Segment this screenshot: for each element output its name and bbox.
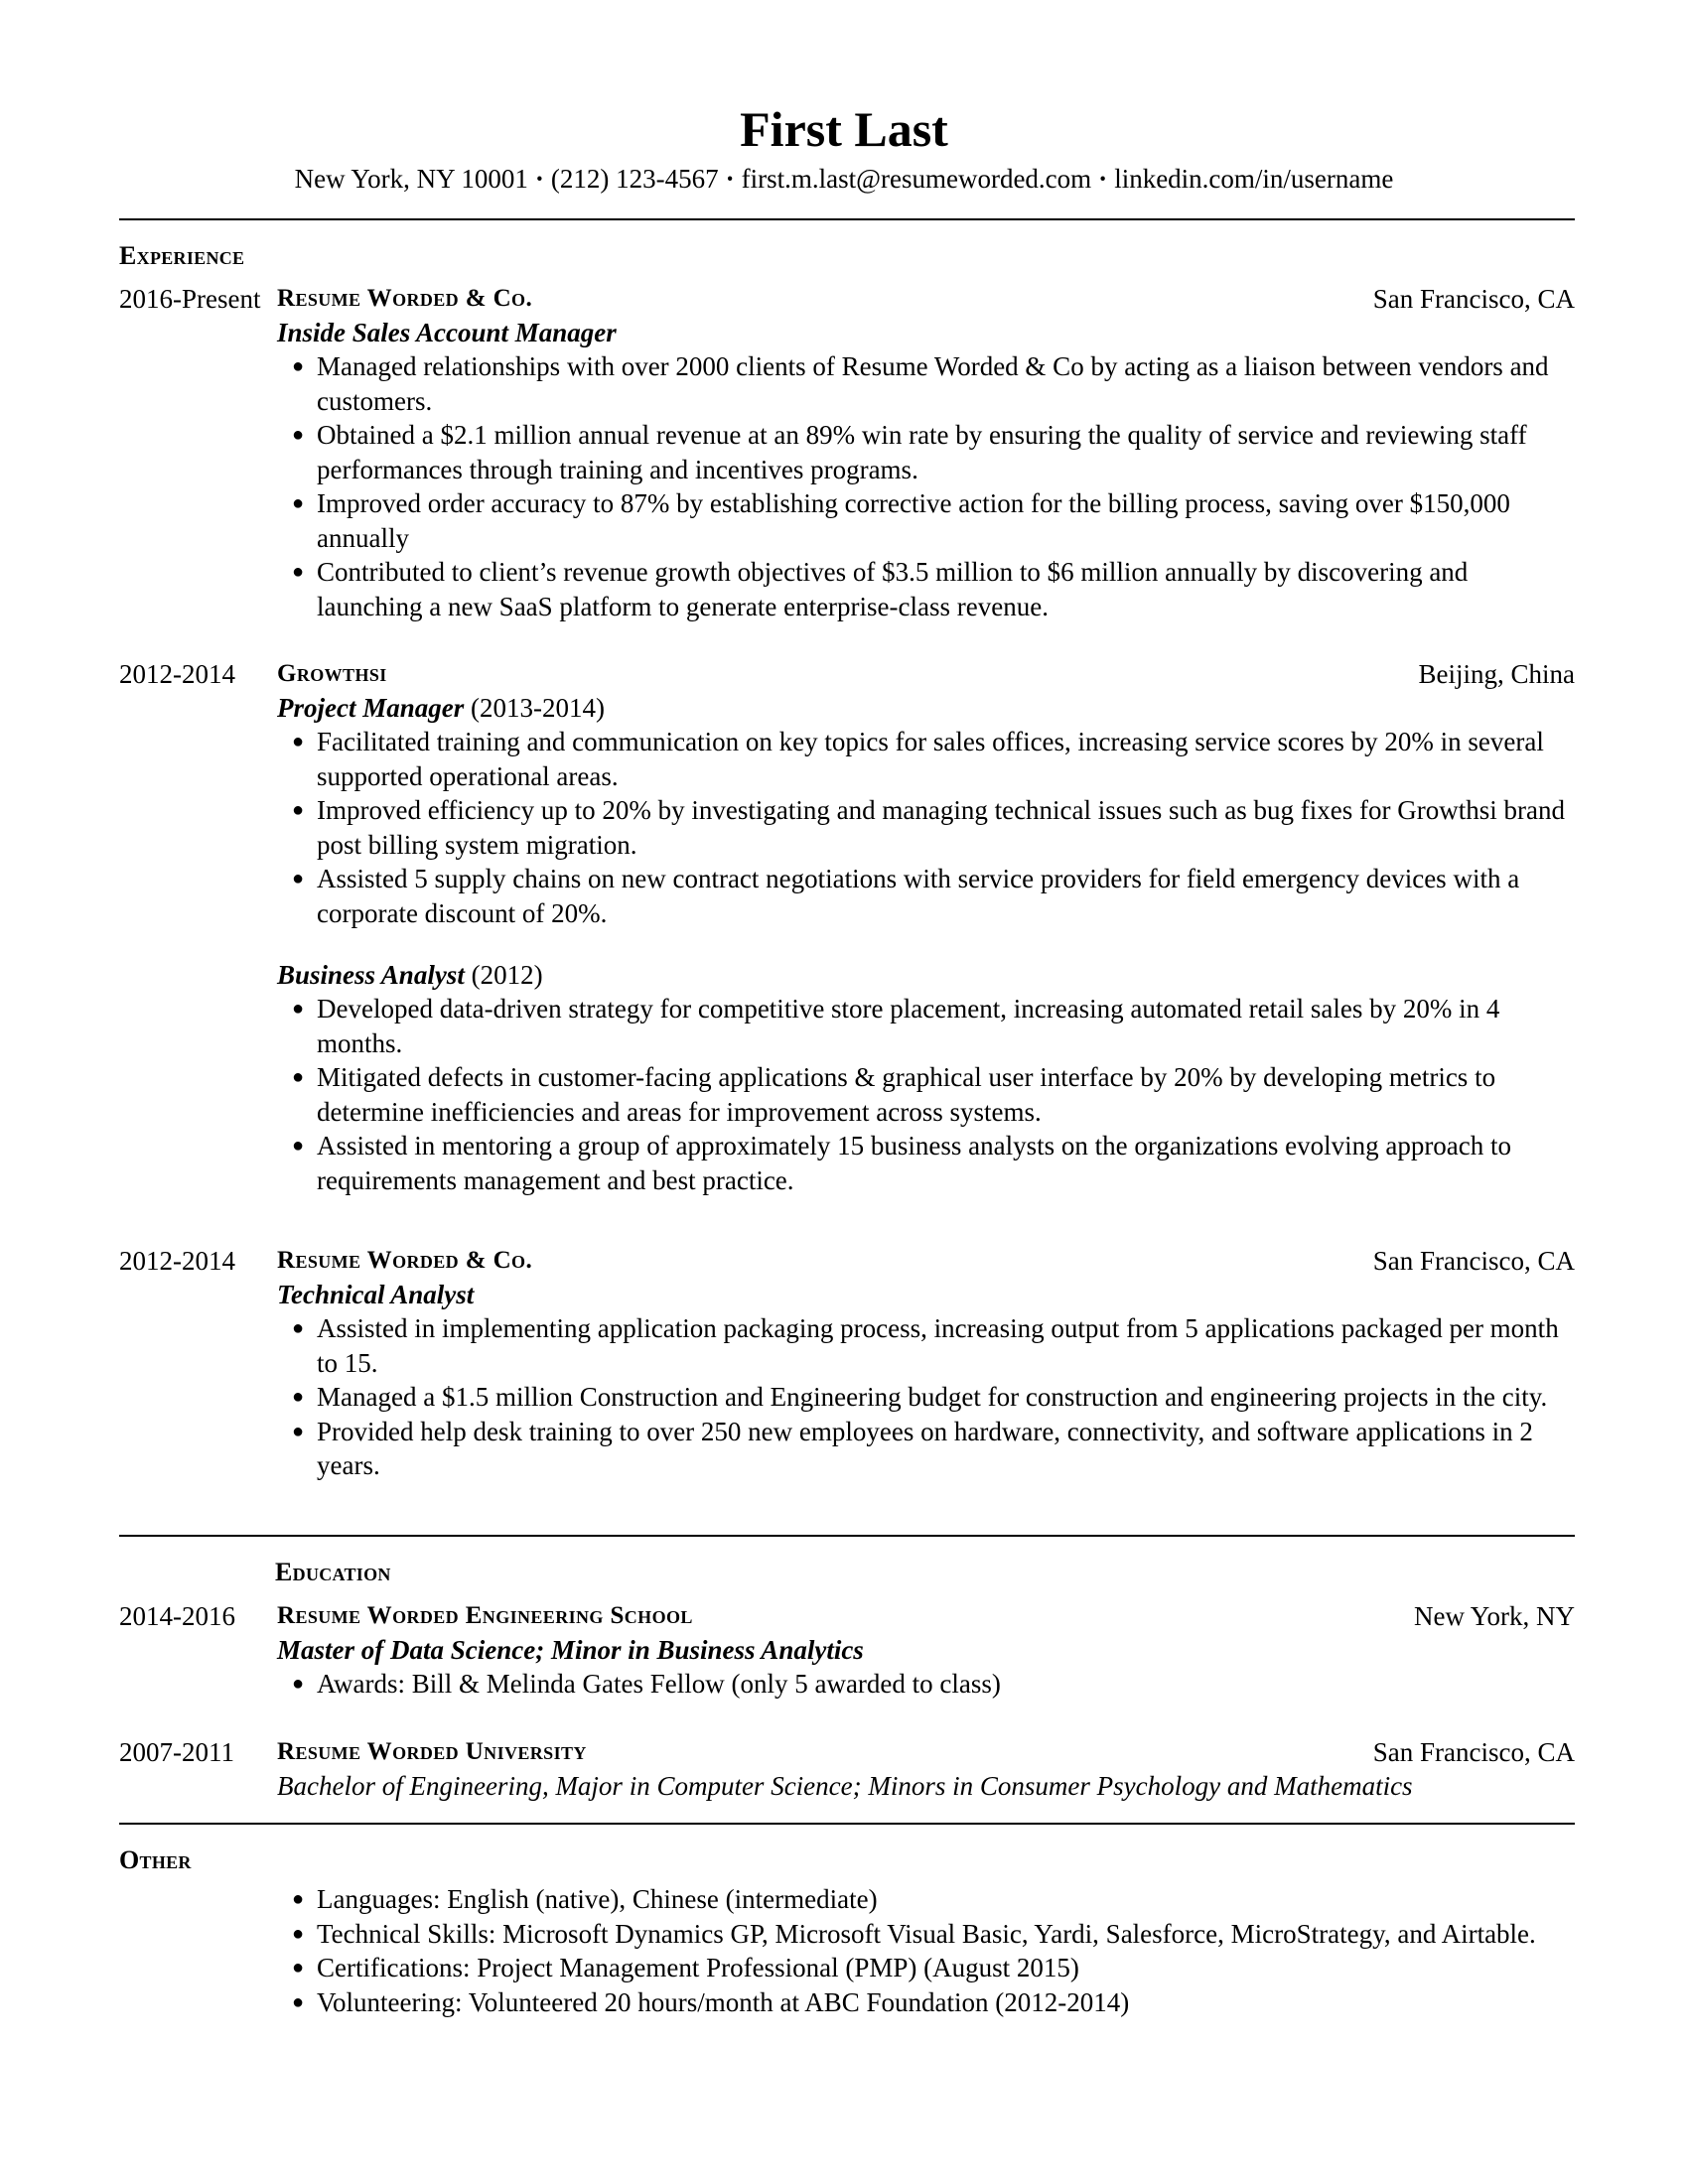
education-entry bbox=[119, 1599, 1575, 1702]
role-period: (2012) bbox=[471, 960, 543, 990]
bullet-icon: ● bbox=[292, 561, 305, 583]
section-heading-other: Other bbox=[119, 1845, 192, 1874]
bullet-icon: ● bbox=[292, 731, 305, 752]
list-item: ● Managed a $1.5 million Construction and Engineering budget for construction and engineering projects in the city. bbox=[119, 1380, 1575, 1415]
divider bbox=[119, 1535, 1575, 1537]
list-item: ● Improved efficiency up to 20% by investigating and managing technical issues such as bug fixes for Growthsi brand post billing system migration. bbox=[292, 795, 1565, 860]
entry-role bbox=[277, 316, 1575, 349]
bullet-icon: ● bbox=[292, 1135, 305, 1157]
entry-dates: 2014-2016 bbox=[119, 1601, 235, 1631]
experience-entry bbox=[119, 1244, 1575, 1483]
list-item: ● Facilitated training and communication on key topics for sales offices, increasing service scores by 20% in several supported operational areas. bbox=[292, 727, 1544, 791]
role-title: Business Analyst bbox=[277, 960, 465, 990]
bullet-icon: ● bbox=[292, 868, 305, 889]
bullet-icon: ● bbox=[292, 1386, 305, 1408]
list-item: ● Assisted in implementing application packaging process, increasing output from 5 applications packaged per month to 15. bbox=[292, 1313, 1559, 1378]
degree-title: Bachelor of Engineering, Major in Computer Science; Minors in Consumer Psychology and Mathematics bbox=[277, 1771, 1413, 1801]
bullet-icon: ● bbox=[292, 355, 305, 377]
entry-degree bbox=[277, 1769, 1575, 1803]
entry-location: San Francisco, CA bbox=[1372, 1246, 1575, 1276]
entry-dates: 2016-Present bbox=[119, 284, 261, 314]
bullet-list bbox=[119, 725, 1575, 930]
list-item: ● Provided help desk training to over 250 new employees on hardware, connectivity, and software applications in 2 years. bbox=[292, 1416, 1533, 1480]
contact-linkedin[interactable]: linkedin.com/in/username bbox=[1114, 164, 1394, 194]
entry-organization: Resume Worded University bbox=[277, 1738, 587, 1765]
list-item: ● Contributed to client’s revenue growth objectives of $3.5 million to $6 million annually by discovering and launching a new SaaS platform to generate enterprise-class revenue. bbox=[292, 557, 1469, 621]
experience-entry bbox=[119, 282, 1575, 623]
role-period: (2013-2014) bbox=[471, 693, 605, 723]
section-heading-experience: Experience bbox=[119, 241, 245, 270]
list-item: ● Assisted in mentoring a group of approximately 15 business analysts on the organizations evolving approach to requirements management and best practice. bbox=[292, 1131, 1512, 1195]
entry-degree bbox=[277, 1633, 1575, 1667]
other-entry bbox=[119, 1882, 1575, 2019]
bullet-list bbox=[119, 1311, 1575, 1483]
list-item: ● Improved order accuracy to 87% by establishing corrective action for the billing process, saving over $150,000 annually bbox=[292, 488, 1510, 553]
list-item: ● Mitigated defects in customer-facing applications & graphical user interface by 20% by developing metrics to determine inefficiencies and areas for improvement across systems. bbox=[292, 1062, 1496, 1127]
bullet-icon: ● bbox=[292, 1990, 305, 2013]
entry-organization: Resume Worded & Co. bbox=[277, 1247, 533, 1274]
entry-location: San Francisco, CA bbox=[1372, 284, 1575, 314]
bullet-list bbox=[119, 1882, 1575, 2019]
divider bbox=[119, 1823, 1575, 1825]
entry-organization: Growthsi bbox=[277, 660, 387, 687]
bullet-list bbox=[119, 992, 1575, 1197]
entry-organization: Resume Worded & Co. bbox=[277, 285, 533, 312]
education-entry bbox=[119, 1735, 1575, 1803]
entry-role bbox=[277, 691, 1575, 725]
list-item: ● Managed relationships with over 2000 clients of Resume Worded & Co by acting as a liaison between vendors and customers. bbox=[292, 351, 1549, 416]
bullet-icon: ● bbox=[292, 492, 305, 514]
bullet-list bbox=[119, 349, 1575, 623]
section-heading-education: Education bbox=[275, 1558, 391, 1586]
degree-title: Master of Data Science; Minor in Business Analytics bbox=[277, 1635, 864, 1665]
list-item: ● Assisted 5 supply chains on new contract negotiations with service providers for field emergency devices with a corporate discount of 20%. bbox=[292, 864, 1520, 928]
contact-address: New York, NY 10001 bbox=[294, 164, 528, 194]
list-item: ● Certifications: Project Management Professional (PMP) (August 2015) bbox=[119, 1951, 1575, 1985]
divider bbox=[119, 218, 1575, 220]
role-title: Inside Sales Account Manager bbox=[277, 318, 617, 347]
bullet-icon: ● bbox=[292, 1317, 305, 1339]
bullet-icon: ● bbox=[292, 1673, 305, 1695]
bullet-icon: ● bbox=[292, 1957, 305, 1979]
entry-role bbox=[277, 958, 1575, 992]
entry-dates: 2007-2011 bbox=[119, 1737, 234, 1767]
entry-role bbox=[277, 1278, 1575, 1311]
list-item: ● Obtained a $2.1 million annual revenue at an 89% win rate by ensuring the quality of service and reviewing staff performances through training and incentives programs. bbox=[292, 420, 1527, 484]
bullet-icon: ● bbox=[292, 799, 305, 821]
list-item: ● Languages: English (native), Chinese (intermediate) bbox=[119, 1882, 1575, 1917]
list-item: ● Volunteering: Volunteered 20 hours/month at ABC Foundation (2012-2014) bbox=[119, 1985, 1575, 2020]
entry-dates: 2012-2014 bbox=[119, 659, 235, 689]
entry-location: San Francisco, CA bbox=[1372, 1737, 1575, 1767]
role-title: Project Manager bbox=[277, 693, 465, 723]
list-item: ● Technical Skills: Microsoft Dynamics GP, Microsoft Visual Basic, Yardi, Salesforce, MicroStrategy, and Airtable. bbox=[119, 1917, 1575, 1952]
entry-organization: Resume Worded Engineering School bbox=[277, 1602, 693, 1629]
bullet-icon: ● bbox=[292, 1420, 305, 1442]
bullet-icon: ● bbox=[292, 1888, 305, 1910]
list-item: ● Awards: Bill & Melinda Gates Fellow (only 5 awarded to class) bbox=[119, 1667, 1575, 1702]
contact-line bbox=[0, 162, 1688, 196]
contact-separator: · bbox=[534, 164, 544, 194]
list-item: ● Developed data-driven strategy for competitive store placement, increasing automated retail sales by 20% in 4 months. bbox=[292, 994, 1500, 1058]
contact-phone: (212) 123-4567 bbox=[550, 164, 719, 194]
entry-location: Beijing, China bbox=[1418, 659, 1575, 689]
contact-separator: · bbox=[1098, 164, 1108, 194]
candidate-name: First Last bbox=[740, 101, 948, 157]
bullet-icon: ● bbox=[292, 424, 305, 446]
entry-dates: 2012-2014 bbox=[119, 1246, 235, 1276]
entry-location: New York, NY bbox=[1413, 1601, 1575, 1631]
bullet-icon: ● bbox=[292, 1066, 305, 1088]
bullet-icon: ● bbox=[292, 998, 305, 1020]
contact-separator: · bbox=[725, 164, 735, 194]
contact-email[interactable]: first.m.last@resumeworded.com bbox=[741, 164, 1092, 194]
bullet-list bbox=[119, 1667, 1575, 1702]
experience-entry bbox=[119, 657, 1575, 1197]
role-title: Technical Analyst bbox=[277, 1280, 475, 1309]
bullet-icon: ● bbox=[292, 1922, 305, 1945]
